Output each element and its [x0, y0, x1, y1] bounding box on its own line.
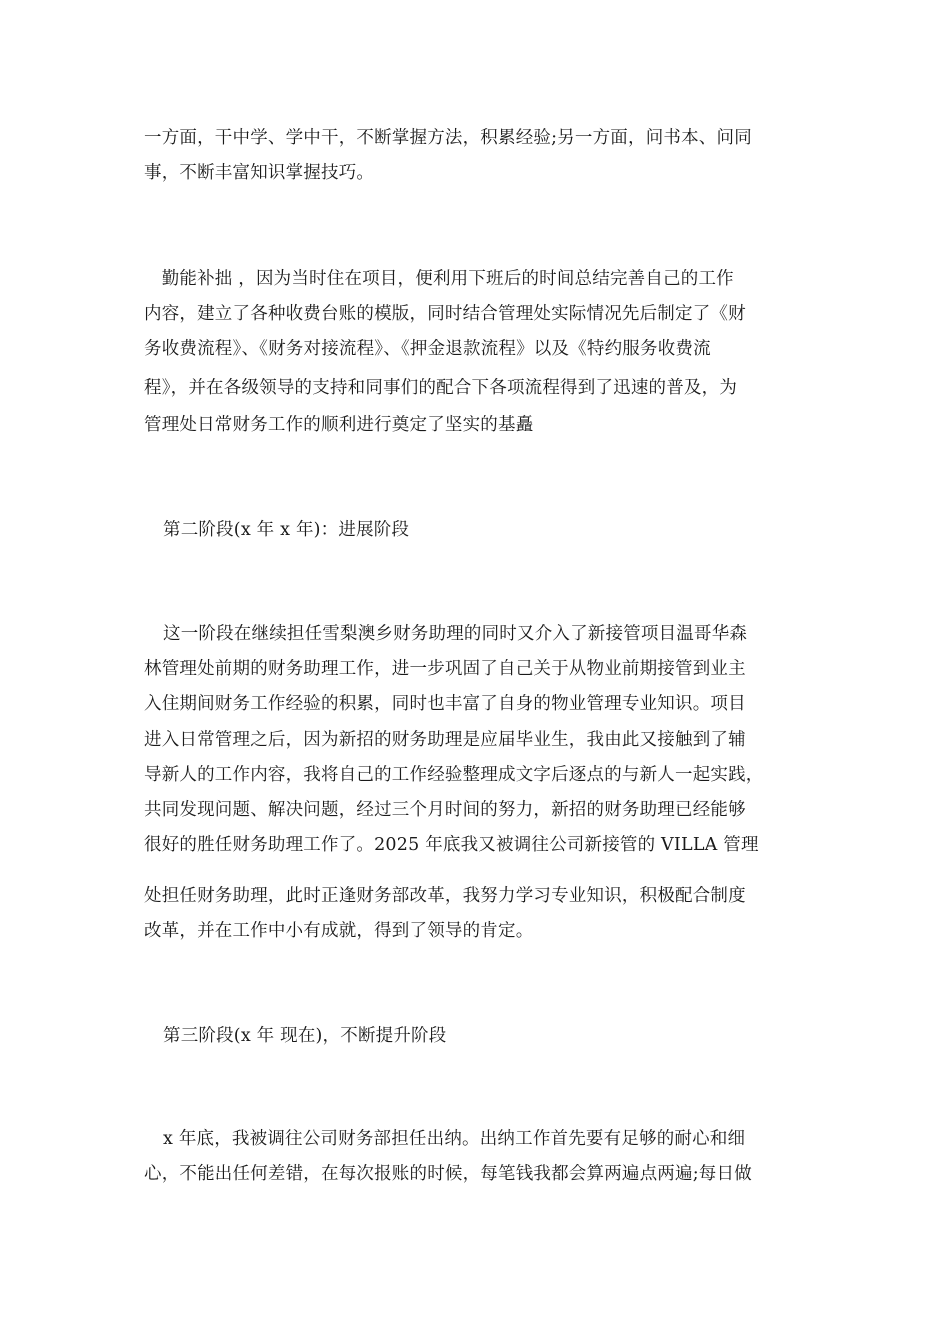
paragraph-3-line-4: 进入日常管理之后，因为新招的财务助理是应届毕业生，我由此又接触到了辅 — [144, 730, 746, 750]
paragraph-3-line-2: 林管理处前期的财务助理工作，进一步巩固了自己关于从物业前期接管到业主 — [144, 659, 746, 679]
paragraph-3-line-9: 改革，并在工作中小有成就，得到了领导的肯定。 — [144, 921, 534, 941]
paragraph-3-line-5: 导新人的工作内容，我将自己的工作经验整理成文字后逐点的与新人一起实践， — [144, 765, 764, 785]
paragraph-3-line-1: 这一阶段在继续担任雪梨澳乡财务助理的同时又介入了新接管项目温哥华森 — [163, 624, 748, 644]
paragraph-2-line-3: 务收费流程》、《财务对接流程》、《押金退款流程》以及《特约服务收费流 — [144, 339, 711, 359]
paragraph-2-line-2: 内容，建立了各种收费台账的模版，同时结合管理处实际情况先后制定了《财 — [144, 304, 746, 324]
paragraph-1-line-2: 事，不断丰富知识掌握技巧。 — [144, 163, 375, 183]
paragraph-3-line-8: 处担任财务助理，此时正逢财务部改革，我努力学习专业知识，积极配合制度 — [144, 886, 746, 906]
paragraph-2-line-1: 勤能补拙 ，因为当时住在项目，便利用下班后的时间总结完善自己的工作 — [144, 269, 734, 289]
section-heading-stage-3: 第三阶段(x 年 现在)，不断提升阶段 — [163, 1026, 447, 1046]
section-heading-stage-2: 第二阶段(x 年 x 年)：进展阶段 — [163, 520, 410, 540]
paragraph-2-line-4: 程》，并在各级领导的支持和同事们的配合下各项流程得到了迅速的普及，为 — [144, 378, 738, 398]
paragraph-3-line-3: 入住期间财务工作经验的积累，同时也丰富了自身的物业管理专业知识。项目 — [144, 694, 746, 714]
paragraph-3-line-6: 共同发现问题、解决问题，经过三个月时间的努力，新招的财务助理已经能够 — [144, 800, 746, 820]
paragraph-1-line-1: 一方面，干中学、学中干，不断掌握方法，积累经验;另一方面，问书本、问同 — [144, 128, 752, 148]
paragraph-2-line-5: 管理处日常财务工作的顺利进行奠定了坚实的基矗 — [144, 415, 534, 435]
paragraph-4-line-2: 心，不能出任何差错，在每次报账的时候，每笔钱我都会算两遍点两遍;每日做 — [144, 1164, 752, 1184]
paragraph-3-line-7: 很好的胜任财务助理工作了。2025 年底我又被调往公司新接管的 VILLA 管理 — [144, 835, 759, 855]
paragraph-4-line-1: x 年底，我被调往公司财务部担任出纳。出纳工作首先要有足够的耐心和细 — [163, 1129, 746, 1149]
